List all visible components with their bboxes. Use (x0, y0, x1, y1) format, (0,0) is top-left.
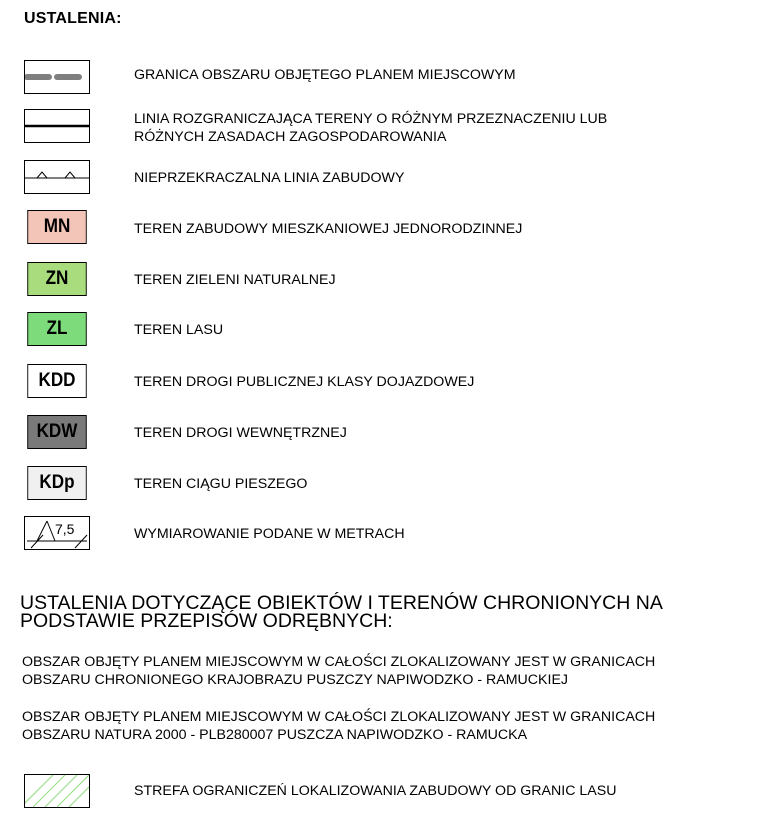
section-title-protected (20, 594, 760, 630)
solid-line-icon (25, 110, 89, 142)
legend-label-dimension: WYMIAROWANIE PODANE W METRACH (134, 526, 405, 542)
legend-label-kdw: TEREN DROGI WEWNĘTRZNEJ (134, 425, 347, 441)
dashed-line-icon (25, 61, 89, 93)
dimension-line-icon (25, 517, 89, 549)
legend-label-mn: TEREN ZABUDOWY MIESZKANIOWEJ JEDNORODZINNEJ (134, 221, 523, 237)
legend-label-kdd: TEREN DROGI PUBLICZNEJ KLASY DOJAZDOWEJ (134, 374, 475, 390)
zone-code-kdp: KDp (27, 466, 86, 500)
legend-label-building-line: NIEPRZEKRACZALNA LINIA ZABUDOWY (134, 170, 405, 186)
zone-code-kdw: KDW (27, 415, 86, 449)
forest-buffer-symbol (24, 774, 90, 808)
section-title-line-2: PODSTAWIE PRZEPISÓW ODRĘBNYCH: (20, 610, 393, 632)
legend-label-dividing-line-1: LINIA ROZGRANICZAJĄCA TERENY O RÓŻNYM PRZEZNACZENIU LUB (134, 111, 608, 127)
paragraph-natura-area (22, 708, 764, 744)
legend-label-plan-boundary: GRANICA OBSZARU OBJĘTEGO PLANEM MIEJSCOWYM (134, 67, 516, 83)
legend-label-forest-buffer: STREFA OGRANICZEŃ LOKALIZOWANIA ZABUDOWY OD GRANIC LASU (134, 783, 617, 799)
page-title: USTALENIA: (24, 10, 122, 27)
hatch-pattern-icon (25, 775, 89, 807)
dimension-symbol (24, 516, 90, 550)
legend-label-dividing-line (134, 110, 607, 146)
building-line-icon (25, 161, 89, 193)
paragraph-landscape-line-2: OBSZARU CHRONIONEGO KRAJOBRAZU PUSZCZY NAPIWODZKO - RAMUCKIEJ (22, 672, 569, 688)
paragraph-natura-line-1: OBSZAR OBJĘTY PLANEM MIEJSCOWYM W CAŁOŚCI ZLOKALIZOWANY JEST W GRANICACH (22, 709, 656, 725)
zone-code-zn: ZN (27, 262, 86, 296)
paragraph-natura-line-2: OBSZARU NATURA 2000 - PLB280007 PUSZCZA NAPIWODZKO - RAMUCKA (22, 727, 528, 743)
zone-code-mn: MN (27, 210, 86, 244)
paragraph-landscape-area (22, 653, 764, 689)
legend-label-dividing-line-2: RÓŻNYCH ZASADACH ZAGOSPODAROWANIA (134, 129, 447, 145)
plan-boundary-symbol (24, 60, 90, 94)
dimension-value-text: 7,5 (55, 521, 75, 537)
zone-code-kdd: KDD (27, 364, 86, 398)
zone-code-zl: ZL (27, 312, 86, 346)
paragraph-landscape-line-1: OBSZAR OBJĘTY PLANEM MIEJSCOWYM W CAŁOŚCI ZLOKALIZOWANY JEST W GRANICACH (22, 654, 656, 670)
section-title-line-1: USTALENIA DOTYCZĄCE OBIEKTÓW I TERENÓW CHRONIONYCH NA (20, 592, 663, 614)
building-line-symbol (24, 160, 90, 194)
legend-label-kdp: TEREN CIĄGU PIESZEGO (134, 476, 308, 492)
legend-label-zl: TEREN LASU (134, 322, 224, 338)
legend-label-zn: TEREN ZIELENI NATURALNEJ (134, 272, 336, 288)
dividing-line-symbol (24, 109, 90, 143)
